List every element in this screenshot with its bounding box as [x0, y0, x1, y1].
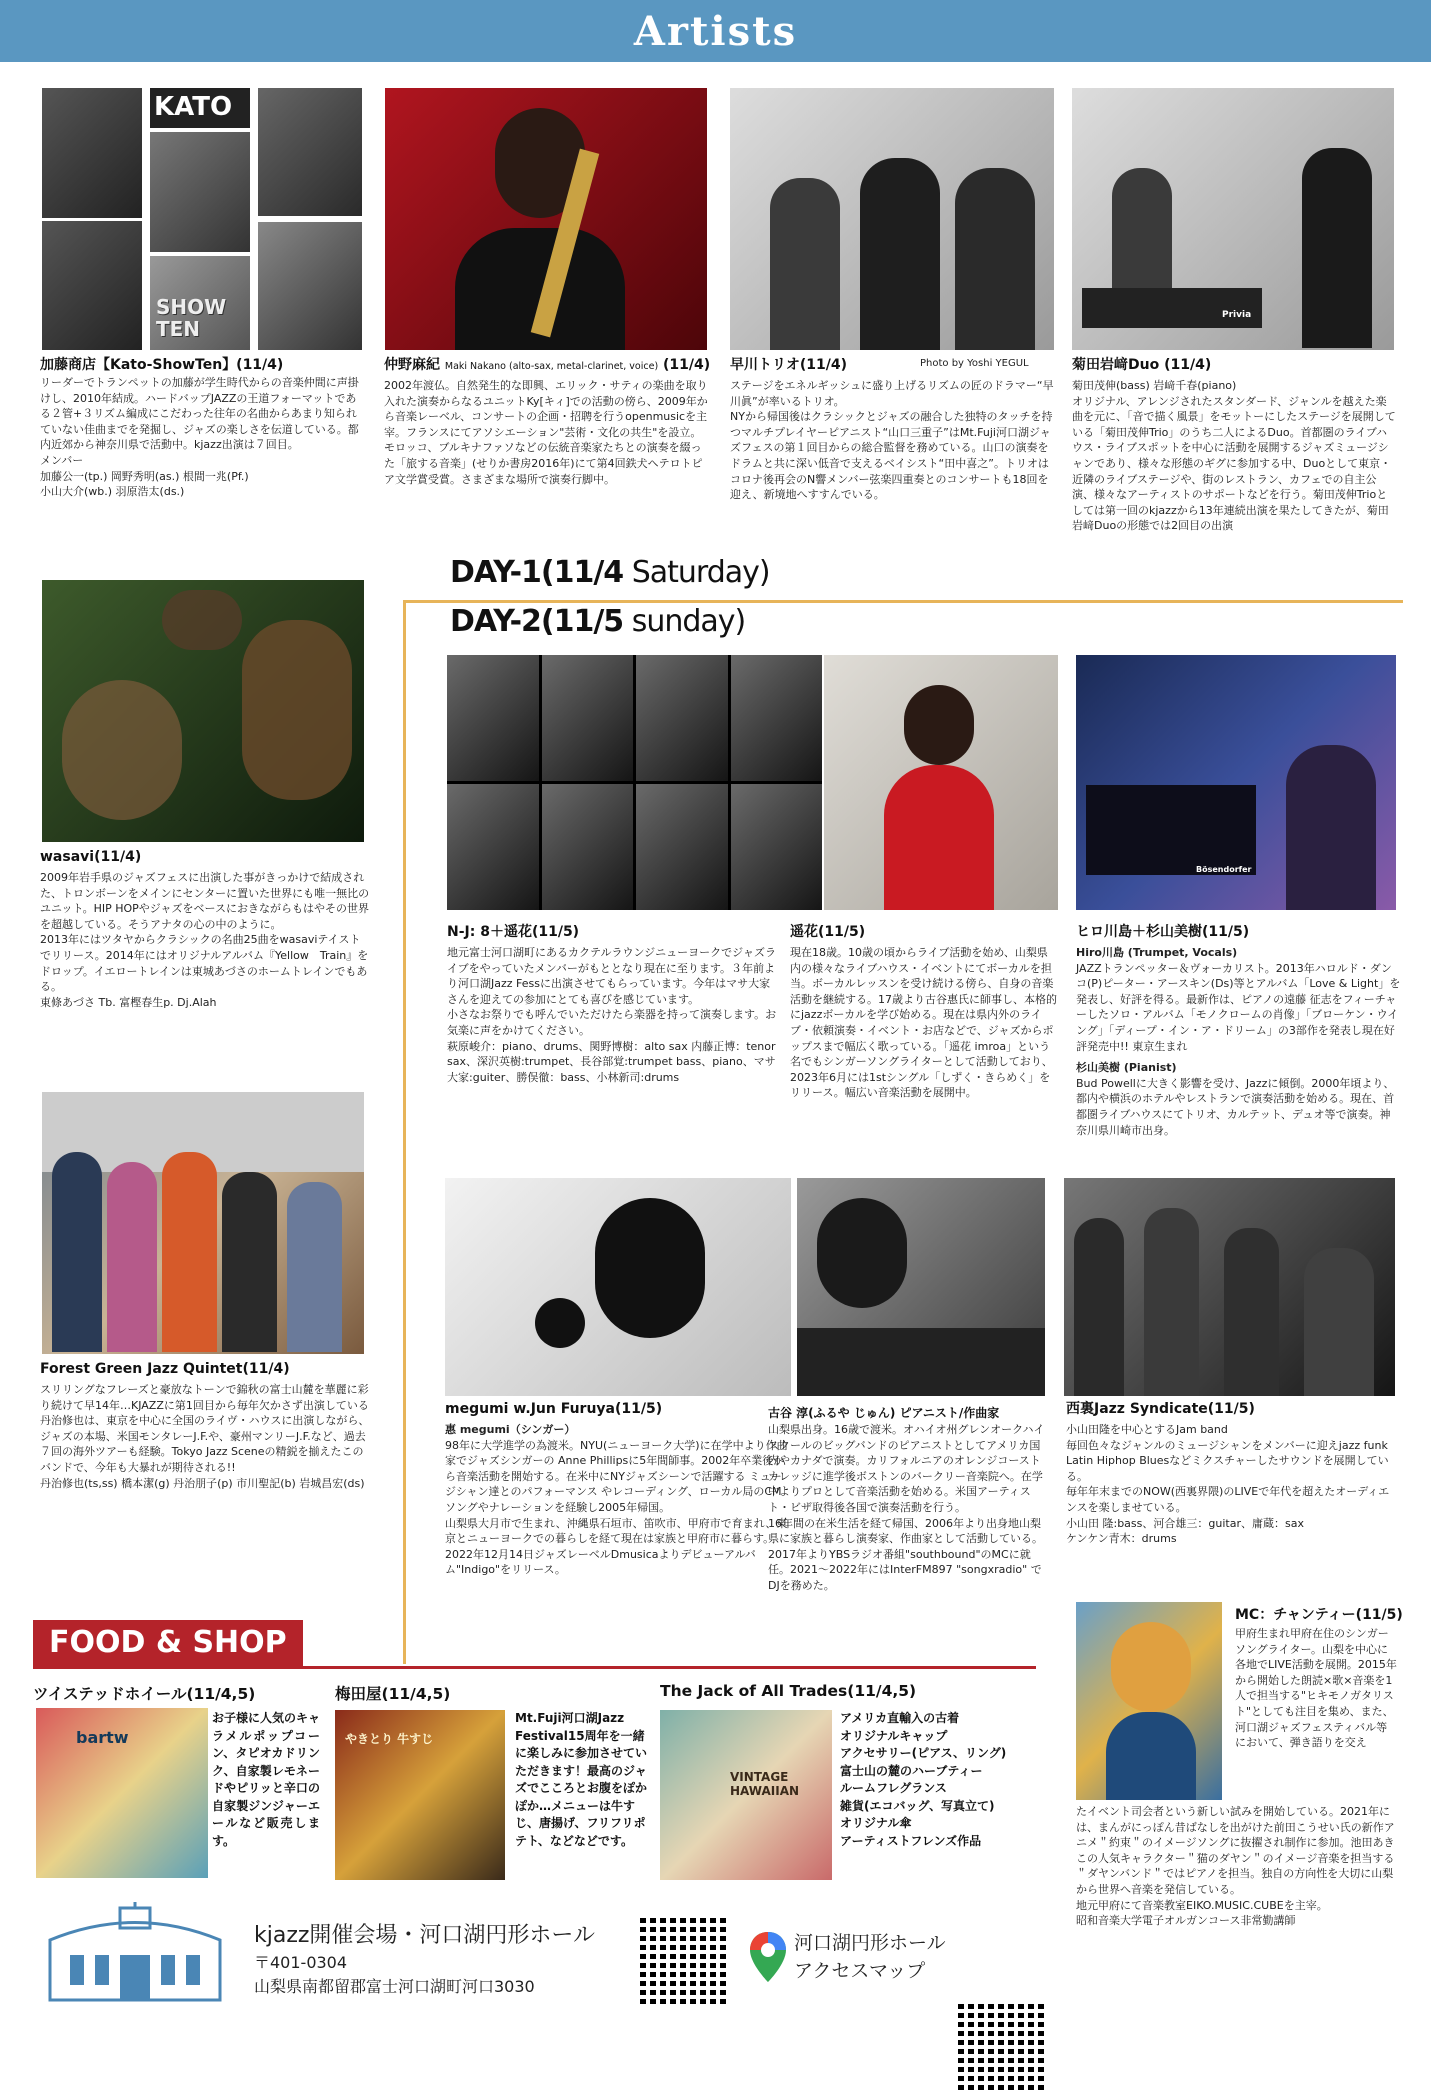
artist-name-nishiura: 西裏Jazz Syndicate(11/5): [1066, 1401, 1255, 1417]
artist-name-furuya: 古谷 淳(ふるや じゅん) ピアニスト/作曲家: [768, 1406, 1000, 1420]
artist-desc-megumi: 惠 megumi（シンガー） 98年に大学進学の為渡米。NYU(ニューヨーク大学)に在学中より作曲家でジャズシンガーの Anne Phillipsに5年間師事。2002年卒業後から音楽活動を開始する。在米中にNYジャズシーンで活躍する ミュージシャン達とのパフォーマンス やレコーディング、ローカル局のCMソングやナレーションを経験し2005年帰国。 山梨県大月市で生まれ、沖縄県石垣市、笛吹市、甲府市で育まれ、東京とニューヨークでの暮らしを経て現在は家族と甲府市に暮らす。 2022年12月14日ジャズレーベルDmusicaよりデビューアルバム"Indigo"をリリース。: [445, 1423, 788, 1577]
shop-desc-jack-of-all-trades: アメリカ直輸入の古着 オリジナルキャップ アクセサリー(ピアス、リング) 富士山の麓のハーブティー ルームフレグランス 雑貨(エコバッグ、写真立て) オリジナル傘 アーティストフレンズ作品: [840, 1711, 1007, 1848]
artist-name-hiro-sugiyama: ヒロ川島＋杉山美樹(11/5): [1076, 924, 1250, 940]
artist-name-kato: 加藤商店【Kato-ShowTen】(11/4): [40, 357, 284, 373]
venue-address: 山梨県南都留郡富士河口湖町河口3030: [254, 1977, 535, 1996]
artist-desc-hiro: Hiro川島 (Trumpet, Vocals) JAZZトランペッター＆ヴォーカリスト。2013年ハロルド・ダンコ(P)ピーター・アースキン(Ds)等とアルバム「Love & Light」を発表し、好評を得る。最新作は、ピアノの遠藤 征志をフィーチャーしたソロ・アルバム「モノクロームの肖像」「ブローケン・ウイング」「ディープ・イン・ア・ドリーム」の3部作を発表し現在好評発売中!! 東京生まれ 杉山美樹 (Pianist) Bud Powellに大きく影響を受け、Jazzに傾倒。2000年頃より、都内や横浜のホテルやレストランで演奏活動を始める。現在、首都圏ライブハウスにてトリオ、カルテット、デュオ等で演奏。神奈川県川崎市出身。: [1076, 946, 1401, 1137]
shop-desc-twisted-wheel: お子様に人気のキャラメルポップコーン、タピオカドリンク、自家製レモネードやピリッと辛口の自家製ジンジャーエールなど販売します。: [212, 1711, 321, 1848]
shop-desc-umedaya: Mt.Fuji河口湖Jazz Festival15周年を一緒に楽しみに参加させていただきます！最高のジャズでこころとお腹をぽかぽか…メニューは牛すじ、唐揚げ、フリフリポテト、などなどです。: [515, 1711, 648, 1848]
nj8-photo-grid: [447, 655, 822, 910]
day2-divider-vertical: [403, 600, 406, 1664]
artist-desc-nishiura: 小山田隆を中心とするJam band 毎回色々なジャンルのミュージシャンをメンバーに迎えjazz funk Latin Hiphop Bluesなどミクスチャーしたサウンドを展開している。 毎年年末までのNOW(西裏界隈)のLIVEで年代を超えたオーディエンスを楽しませている。 小山田 隆:bass、河合雄三：guitar、庸蔵：sax ケンケン青木：drums: [1066, 1423, 1390, 1546]
artist-desc-mc-bottom: たイベント司会者という新しい試みを開始している。2021年には、まんがにっぽん昔ばなしを出がけた前田こうせい氏の新作アニメ＂約束＂のイメージソングに抜擢され制作に参加。池田あきこの人気キャラクター＂猫のダヤン＂のイメージ音楽を担当する＂ダヤンバンド＂ではピアノを担当。独自の方向性を大切に山梨から世界へ音楽を発信している。 地元甲府にて音楽教室EIKO.MUSIC.CUBEを主宰。 昭和音楽大学電子オルガンコース非常勤講師: [1076, 1805, 1395, 1928]
map-label-hall[interactable]: 河口湖円形ホール: [794, 1932, 946, 1954]
artist-name-hayakawa: 早川トリオ(11/4): [730, 357, 847, 373]
map-label-access[interactable]: アクセスマップ: [794, 1960, 926, 1982]
page-title: Artists: [633, 8, 798, 55]
artist-desc-kato: リーダーでトランペットの加藤が学生時代からの音楽仲間に声掛けし、2010年結成。ハードバップJAZZの王道フォーマットである２管+３リズム編成にこだわった往年の名曲からあまり知られていない佳曲までを発掘し、ジャズの楽しさを伝道している。都内近郊から神奈川県で活動中。kjazz出演は７回目。 メンバー 加藤公一(tp.) 岡野秀明(as.) 根間一兆(Pf.) 小山大介(wb.) 羽原浩太(ds.): [40, 376, 359, 499]
furuya-photo: [797, 1178, 1045, 1396]
mc-chanty-photo: [1076, 1602, 1222, 1800]
artist-desc-hayakawa: ステージをエネルギッシュに盛り上げるリズムの匠のドラマー“早川眞”が率いるトリオ。 NYから帰国後はクラシックとジャズの融合した独特のタッチを持つマルチプレイヤーピアニスト“山口三重子”はMt.Fuji河口湖ジャズフェスの第１回目からの総合監督を務めている。山口の演奏をドラムと共に深い低音で支えるベイシスト“田中喜之”。トリオはコロナ後再会のN響メンバー弦楽四重奏とのコンサートも18回を迎え、新境地へすすんでいる。: [730, 379, 1054, 502]
artist-name-megumi: megumi w.Jun Furuya(11/5): [445, 1401, 663, 1417]
kikuta-photo: [1072, 88, 1394, 350]
artist-desc-kikuta: 菊田茂伸(bass) 岩﨑千春(piano) オリジナル、アレンジされたスタンダード、ジャンルを越えた楽曲を元に、「音で描く風景」をモットーにしたステージを展開している「菊田茂伸Trio」のうち二人によるDuo。首都圏のライブハウス・ライブスポットを中心に活動を展開するジャズミュージシャンであり、様々な形態のギグに参加する中、Duoとして東京・近隣のライブステージや、街のレストラン、カフェでの自主公演、様々なアーティストのサポートなどを行う。菊田茂伸Trioとしては第一回のkjazzから13年連続出演を果たしてきたが、菊田岩﨑Duoの形態では2回目の出演: [1072, 379, 1396, 533]
artist-name-mc: MC：チャンティー(11/5): [1235, 1607, 1403, 1623]
twisted-wheel-photo: [36, 1708, 208, 1878]
kikuta-piano-brand: Privia: [1222, 310, 1252, 320]
jack-vintage-sign: VINTAGE HAWAIIAN: [730, 1770, 800, 1798]
day-divider-horizontal: [403, 600, 1403, 603]
umedaya-photo: [335, 1710, 505, 1880]
day2-header: DAY-2(11/5 sunday): [450, 604, 746, 639]
shop-name-umedaya: 梅田屋(11/4,5): [335, 1685, 451, 1703]
forest-green-photo: [42, 1092, 364, 1354]
artist-name-nakano: 仲野麻紀 Maki Nakano (alto-sax, metal-clarinet, voice) (11/4): [384, 357, 711, 373]
wasavi-photo: [42, 580, 364, 842]
artist-desc-forest-green: スリリングなフレーズと豪放なトーンで錦秋の富士山麓を華麗に彩り続けて早14年…KJAZZに第1回目から毎年欠かさず出演している丹治修也は、東京を中心に全国のライヴ・ハウスに出演しながら、ジャズの本場、米国モンタレーJ.F.や、豪州マンリーJ.F.など、過去７回の海外ツアーも経験。Tokyo Jazz Sceneの精鋭を揃えたこのバンドで、今年も大暴れが期待される!! 丹治修也(ts,ss) 橋本潔(g) 丹治朋子(p) 市川聖記(b) 岩城昌宏(ds): [40, 1383, 370, 1490]
nakano-photo: [385, 88, 707, 350]
nishiura-photo: [1064, 1178, 1395, 1396]
artist-desc-nakano: 2002年渡仏。自然発生的な即興、エリック・サティの楽曲を取り入れた演奏からなるユニットKy[キィ]での活動の傍ら、2009年から音楽レーベル、コンサートの企画・招聘を行うopenmusicを主宰。フランスにてアソシエーション"芸術・文化の共生"を設立。モロッコ、ブルキナファソなどの伝統音楽家たちとの演奏を綴った「旅する音楽」(せりか書房2016年)にて第4回鉄犬ヘテロトピア文学賞受賞。さまざまな場所で演奏行脚中。: [384, 379, 708, 486]
shop-name-twisted-wheel: ツイステッドホイール(11/4,5): [33, 1685, 256, 1703]
artist-desc-mc-top: 甲府生まれ甲府在住のシンガーソングライター。山梨を中心に各地でLIVE活動を展開。2015年から開始した朗読×歌×音楽を1人で担当する"ヒキモノガタリスト"としても注目を集め、また、河口湖ジャズフェスティバル等において、弾き語りを交え: [1235, 1627, 1397, 1750]
food-shop-title: FOOD & SHOP: [33, 1620, 303, 1666]
hayakawa-photo: [730, 88, 1054, 350]
megumi-photo: [445, 1178, 791, 1396]
umedaya-sign: やきとり 牛すじ: [345, 1732, 434, 1746]
venue-zip: 〒401-0304: [254, 1953, 348, 1972]
shop-name-jack-of-all-trades: The Jack of All Trades(11/4,5): [660, 1682, 917, 1700]
artist-name-wasavi: wasavi(11/4): [40, 849, 142, 865]
artist-name-nj8: N-J: 8＋遥花(11/5): [447, 924, 580, 940]
artist-desc-haruka: 現在18歳。10歳の頃からライブ活動を始め、山梨県内の様々なライブハウス・イベントにてボーカルを担当。ボーカルレッスンを受け続ける傍ら、自身の音楽活動を継続する。17歳より古谷惠氏に師事し、本格的にjazzボーカルを学び始める。現在は県内外のライブ・依頼演奏・イベント・お店などで、ジャズからポップスまで幅広く歌っている。「遥花 imroa」という名でもシンガーソングライターとして活動しており、2023年6月には1stシングル「しずく・きらめく」をリリース。幅広い音楽活動を展開中。: [790, 946, 1057, 1100]
venue-hall-icon: [40, 1900, 230, 2008]
venue-qr-code[interactable]: [640, 1918, 726, 2004]
kato-photo-collage: [42, 88, 362, 350]
day1-header: DAY-1(11/4 Saturday): [450, 555, 770, 590]
hiro-kawashima-photo: [1076, 655, 1396, 910]
jack-of-all-trades-photo: [660, 1710, 832, 1880]
haruka-photo: [824, 655, 1058, 910]
photo-credit-hayakawa: Photo by Yoshi YEGUL: [920, 358, 1029, 369]
artist-name-kikuta: 菊田岩﨑Duo (11/4): [1072, 357, 1212, 373]
map-pin-icon: [748, 1930, 788, 1984]
kato-logo-text: KATO: [154, 92, 233, 122]
artist-name-forest-green: Forest Green Jazz Quintet(11/4): [40, 1361, 290, 1377]
food-shop-rule: [33, 1666, 1036, 1669]
artist-desc-wasavi: 2009年岩手県のジャズフェスに出演した事がきっかけで結成された、トロンボーンをメインにセンターに置いた世界にも唯一無比のユニット。HIP HOPやジャズをベースにおきながらもはやその世界を超越している。そうアナタの心の中のように。 2013年にはツタヤからクラシックの名曲25曲をwasaviテイストでリリース。2014年にはオリジナルアルバム『Yellow Train』をドロップ。イエロートレインは東城あづさのホームトレインでもある。 東條あづさ Tb. 富樫春生p. Dj.Alah: [40, 871, 370, 1009]
showten-logo-text: SHOW TEN: [156, 295, 227, 341]
artist-desc-furuya: 山梨県出身。16歳で渡米。オハイオ州グレンオークハイスクールのビッグバンドのピアニストとしてアメリカ国内やカナダで演奏。カリフォルニアのオレンジコーストカレッジに進学後ボストンのバークリー音楽院へ。在学中よりプロとして音楽活動を始める。米国アーティスト・ビザ取得後各国で演奏活動を行う。 16年間の在米生活を経て帰国、2006年より出身地山梨県に家族と暮らし演奏家、作曲家として活動している。2017年よりYBSラジオ番組"southbound"のMCに就任。2021〜2022年にはInterFM897 "songxradio" でDJを務めた。: [768, 1423, 1045, 1592]
twisted-wheel-sign: bartw: [76, 1728, 129, 1747]
venue-title: kjazz開催会場・河口湖円形ホール: [254, 1923, 595, 1948]
piano-brand-label: Bösendorfer: [1196, 865, 1252, 874]
artist-name-haruka: 遥花(11/5): [790, 924, 866, 940]
artist-desc-nj8: 地元富士河口湖町にあるカクテルラウンジニューヨークでジャズライブをやっていたメンバーがもととなり現在に至ります。３年前より河口湖Jazz Fessに出演させてもらっています。今年はマサ大家さんを迎えての参加にとても喜びを感じています。 小さなお祭りでも呼んでいただけたら楽器を持って演奏します。お気楽に声をかけてください。 萩原峻介：piano、drums、関野博樹：alto sax 内藤正博：tenor sax、深沢英樹:trumpet、長谷部覚:trumpet bass、piano、マサ大家:guiter、勝俣徹：bass、小林新司:drums: [447, 946, 777, 1084]
map-qr-code[interactable]: [958, 2004, 1044, 2090]
